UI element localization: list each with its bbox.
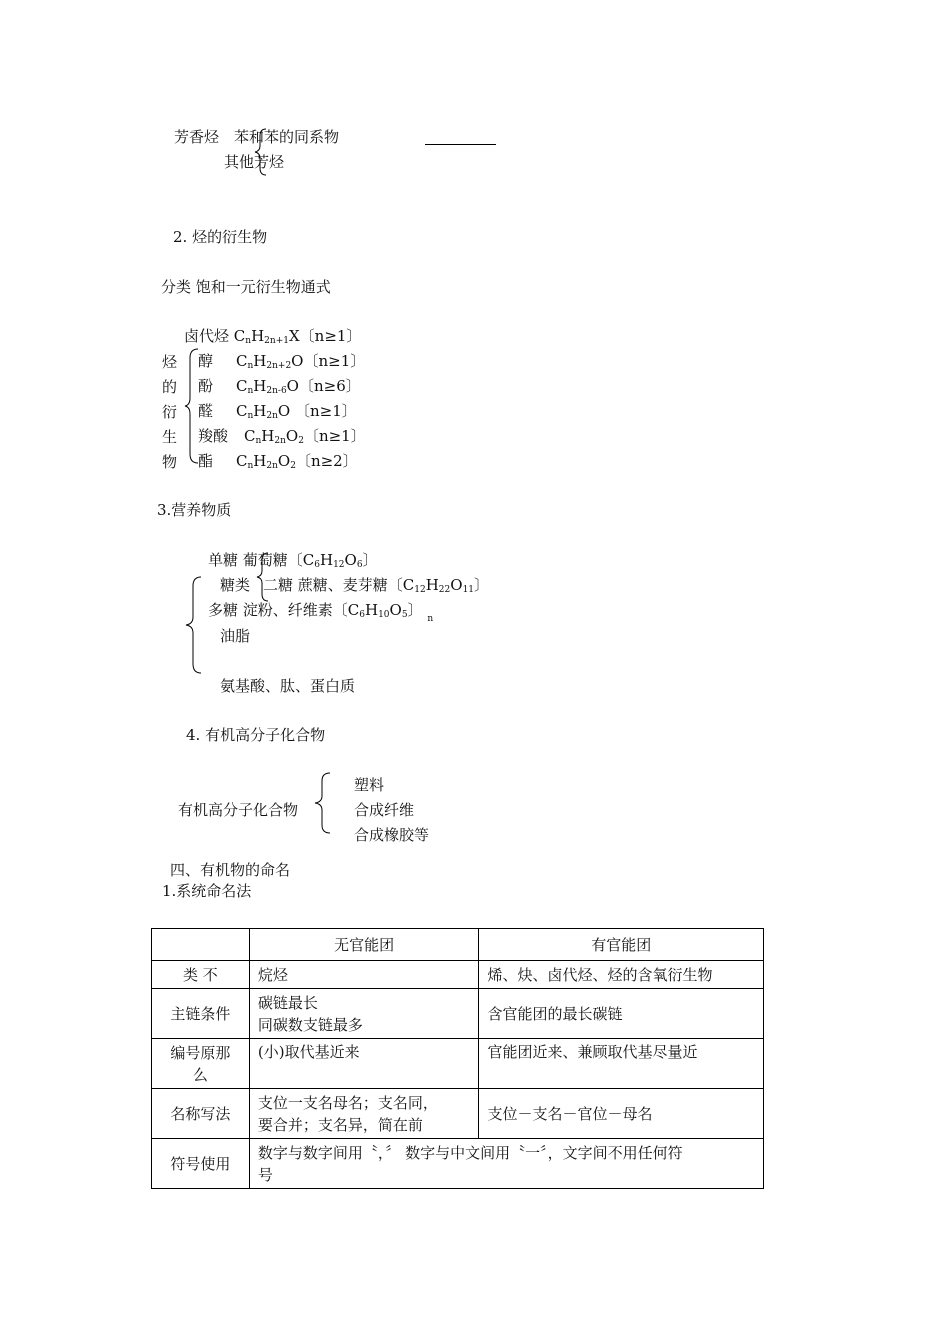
- table-cell: 支位－支名－官位－母名: [479, 1089, 764, 1139]
- polysaccharide-line: 多糖 淀粉、纤维素〔$C_6H_{10}O_5$〕 $_n$: [208, 601, 434, 624]
- aromatic-label: 芳香烃: [174, 128, 220, 146]
- table-row-label: 符号使用: [152, 1139, 250, 1189]
- side-label-char: 的: [162, 378, 178, 396]
- table-row: [152, 961, 764, 989]
- table-row-label: 编号原那 么: [152, 1039, 250, 1089]
- table-cell: 含官能团的最长碳链: [479, 989, 764, 1039]
- aromatic-item-benzene: 苯和苯的同系物: [234, 128, 340, 146]
- section-2-heading: 2. 烃的衍生物: [173, 228, 268, 246]
- naming-subheading: 1.系统命名法: [162, 882, 252, 900]
- table-row-label: 主链条件: [152, 989, 250, 1039]
- table-row-label: 名称写法: [152, 1089, 250, 1139]
- table-cell: (小)取代基近来: [249, 1039, 479, 1089]
- polymer-brace-icon: [314, 772, 332, 834]
- aromatic-item-other: 其他芳烃: [224, 153, 285, 171]
- derivative-name: 酯: [198, 452, 214, 470]
- derivative-name: 羧酸: [198, 427, 229, 445]
- derivative-row-carboxylic-acid: 羧酸 $C_nH_{2n}O_2$〔n≥1〕: [198, 427, 366, 446]
- monosaccharide-line: 单糖 葡萄糖〔$C_6H_{12}O_6$〕: [208, 551, 378, 570]
- table-row: [152, 1089, 764, 1139]
- derivative-row-aldehyde: 醛 $C_nH_{2n}O$ 〔n≥1〕: [198, 402, 357, 421]
- table-cell: 碳链最长 同碳数支链最多: [249, 989, 479, 1039]
- derivative-name: 酚: [198, 377, 214, 395]
- disaccharide-line: 二糖 蔗糖、麦芽糖〔$C_{12}H_{22}O_{11}$〕: [263, 576, 490, 595]
- section-3-heading: 3.营养物质: [157, 501, 232, 519]
- naming-heading: 四、有机物的命名: [170, 861, 291, 879]
- derivative-name: 醛: [198, 402, 214, 420]
- side-label-char: 生: [162, 428, 178, 446]
- side-label-char: 衍: [162, 403, 178, 421]
- table-header-cell: 有官能团: [479, 929, 764, 961]
- polymer-label: 有机高分子化合物: [178, 801, 299, 819]
- table-cell: 烷烃: [249, 961, 479, 989]
- fill-in-blank-line: [425, 144, 496, 145]
- polymer-item-fiber: 合成纤维: [354, 801, 415, 819]
- aromatic-brace-icon: [254, 128, 270, 176]
- table-cell: 烯、炔、卤代烃、烃的含氧衍生物: [479, 961, 764, 989]
- table-header-cell: 无官能团: [249, 929, 479, 961]
- derivative-row-alcohol: 醇 $C_nH_{2n+2}O$〔n≥1〕: [198, 352, 366, 371]
- derivative-name: 卤代烃: [184, 327, 230, 345]
- section-4-heading: 4. 有机高分子化合物: [186, 726, 326, 744]
- table-cell: 支位一支名母名；支名同， 要合并；支名异，简在前: [249, 1089, 479, 1139]
- derivative-row-ester: 酯 $C_nH_{2n}O_2$〔n≥2〕: [198, 452, 358, 471]
- side-label-char: 烃: [162, 353, 178, 371]
- table-row-label: 类 不: [152, 961, 250, 989]
- derivative-row-phenol: 酚 $C_nH_{2n-6}O$〔n≥6〕: [198, 377, 361, 396]
- polymer-item-plastic: 塑料: [354, 776, 385, 794]
- table-header-row: [152, 929, 764, 961]
- naming-table: [151, 928, 764, 1189]
- table-row: [152, 1139, 764, 1189]
- derivative-name: 醇: [198, 352, 214, 370]
- table-row: [152, 1039, 764, 1089]
- sugar-label: 糖类: [220, 576, 251, 594]
- sugar-brace-icon: [256, 552, 270, 602]
- section-2-column-header: 分类 饱和一元衍生物通式: [161, 278, 331, 296]
- protein-label: 氨基酸、肽、蛋白质: [220, 677, 356, 695]
- side-label-char: 物: [162, 453, 178, 471]
- table-cell: 数字与数字间用〝，〞 数字与中文间用〝一〞，文字间不用任何符 号: [249, 1139, 763, 1189]
- derivative-row-haloalkane: 卤代烃 $C_nH_{2n+1}X$〔n≥1〕: [184, 327, 362, 346]
- polymer-item-rubber: 合成橡胶等: [354, 826, 430, 844]
- table-row: [152, 989, 764, 1039]
- table-cell: 官能团近来、兼顾取代基尽量近: [479, 1039, 764, 1089]
- fat-label: 油脂: [220, 627, 251, 645]
- table-header-cell: [152, 929, 250, 961]
- nutrients-brace-icon: [185, 576, 203, 674]
